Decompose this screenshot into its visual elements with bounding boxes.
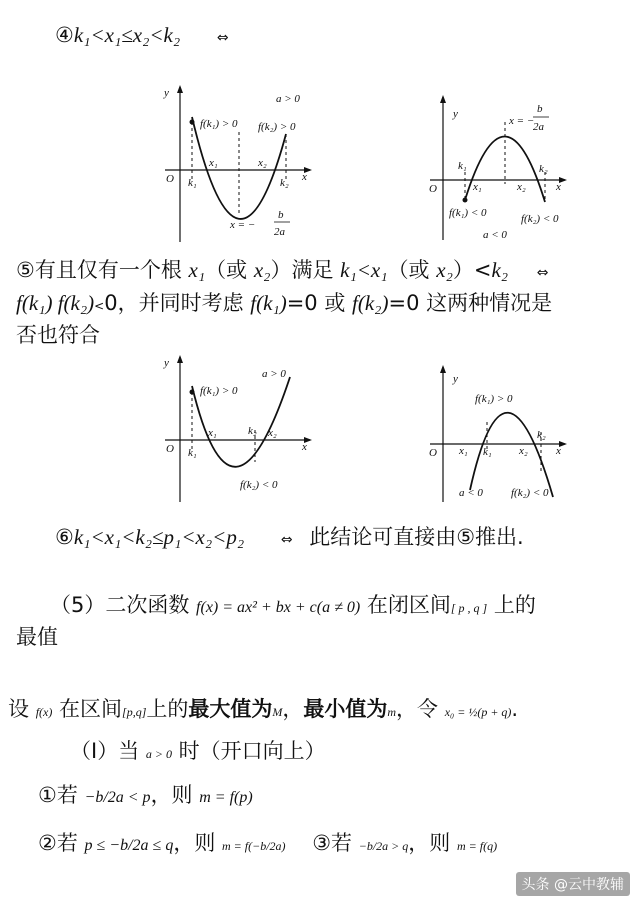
axis-x-label: x = − bbox=[509, 115, 535, 127]
item5-line1: ⑤有且仅有一个根 x₁（或 x₂）满足 k₁<x₁（或 x₂）<k₂ ⇔ bbox=[16, 258, 549, 282]
k1-label: k₁ bbox=[458, 160, 467, 172]
x1-label: x₁ bbox=[459, 445, 468, 457]
section5-line1: （5）二次函数 f(x) = ax² + bx + c(a ≠ 0) 在闭区间[ p , q ] 上的 bbox=[50, 593, 536, 617]
graph1-left bbox=[160, 82, 330, 247]
y-label: y bbox=[453, 108, 458, 120]
k2-label: k₂ bbox=[537, 429, 546, 441]
fk2-label: f(k₂) < 0 bbox=[511, 487, 549, 499]
fk1-label: f(k₁) > 0 bbox=[200, 118, 238, 130]
k2-label: k₂ bbox=[539, 163, 548, 175]
x-label: x bbox=[556, 181, 561, 193]
fk2-label: f(k₂) < 0 bbox=[240, 479, 278, 491]
origin-label: O bbox=[166, 443, 174, 455]
item6-expr: k₁<x₁<k₂≤p₁<x₂<p₂ bbox=[73, 525, 245, 549]
x2-label: x₂ bbox=[517, 181, 526, 193]
graph2-right bbox=[425, 362, 575, 504]
axis-b: b bbox=[278, 209, 284, 221]
equiv-arrow: ⇔ bbox=[216, 30, 229, 46]
y-label: y bbox=[164, 87, 169, 99]
item6-line bbox=[55, 524, 524, 553]
x2-label: x₂ bbox=[268, 427, 277, 439]
item4-expr: k₁<x₁≤x₂<k₂ bbox=[73, 23, 181, 47]
origin-label: O bbox=[429, 183, 437, 195]
origin-label: O bbox=[429, 447, 437, 459]
sub2-line: ②若 p ≤ −b/2a ≤ q，则 m = f(−b/2a) ③若 −b/2a > q，则 m = f(q) bbox=[38, 831, 498, 855]
k1-label: k₁ bbox=[188, 447, 197, 459]
x-label: x bbox=[302, 171, 307, 183]
cond-label: a > 0 bbox=[262, 368, 286, 380]
graph1-right bbox=[425, 92, 575, 244]
y-label: y bbox=[453, 373, 458, 385]
item6-marker: ⑥ bbox=[55, 525, 74, 549]
equiv-arrow: ⇔ bbox=[280, 532, 293, 548]
item4-marker: ④ bbox=[55, 23, 74, 47]
case1-line: （Ⅰ）当 a > 0 时（开口向上） bbox=[70, 739, 326, 763]
x1-label: x₁ bbox=[209, 157, 218, 169]
item5-marker: ⑤ bbox=[16, 258, 35, 282]
k2-label: k₂ bbox=[248, 425, 257, 437]
cond-label: a < 0 bbox=[483, 229, 507, 241]
item5-line2: f(k₁) f(k₂)<0，并同时考虑 f(k₁)=0 或 f(k₂)=0 这两种情况是 bbox=[16, 291, 553, 315]
fk2-label: f(k₂) > 0 bbox=[258, 121, 296, 133]
axis-2a: 2a bbox=[533, 121, 544, 133]
y-label: y bbox=[164, 357, 169, 369]
x2-label: x₂ bbox=[258, 157, 267, 169]
item6-text: 此结论可直接由⑤推出. bbox=[309, 525, 524, 549]
sub1-line: ①若 −b/2a < p，则 m = f(p) bbox=[38, 783, 253, 807]
cond-label: a > 0 bbox=[276, 93, 300, 105]
x1-label: x₁ bbox=[473, 181, 482, 193]
item4-line bbox=[55, 22, 229, 51]
fk1-label: f(k₁) > 0 bbox=[200, 385, 238, 397]
setup-line: 设 f(x) 在区间[p,q]上的最大值为M，最小值为m，令 x₀ = ½(p + q). bbox=[8, 697, 519, 721]
fk2-label: f(k₂) < 0 bbox=[521, 213, 559, 225]
section5-line2: 最值 bbox=[16, 625, 58, 649]
x-label: x bbox=[302, 441, 307, 453]
axis-x-label: x = − bbox=[230, 219, 256, 231]
fk1-label: f(k₁) < 0 bbox=[449, 207, 487, 219]
x-label: x bbox=[556, 445, 561, 457]
x2-label: x₂ bbox=[519, 445, 528, 457]
origin-label: O bbox=[166, 173, 174, 185]
k2-label: k₂ bbox=[280, 177, 289, 189]
axis-b: b bbox=[537, 103, 543, 115]
fk1-label: f(k₁) > 0 bbox=[475, 393, 513, 405]
k1-label: k₁ bbox=[188, 177, 197, 189]
equiv-arrow: ⇔ bbox=[536, 265, 549, 281]
graph2-left bbox=[160, 352, 320, 504]
axis-2a: 2a bbox=[274, 226, 285, 238]
x1-label: x₁ bbox=[208, 427, 217, 439]
k1-label: k₁ bbox=[483, 446, 492, 458]
item5-line3: 否也符合 bbox=[16, 323, 100, 347]
watermark: 头条 @云中教辅 bbox=[516, 872, 630, 896]
cond-label: a < 0 bbox=[459, 487, 483, 499]
